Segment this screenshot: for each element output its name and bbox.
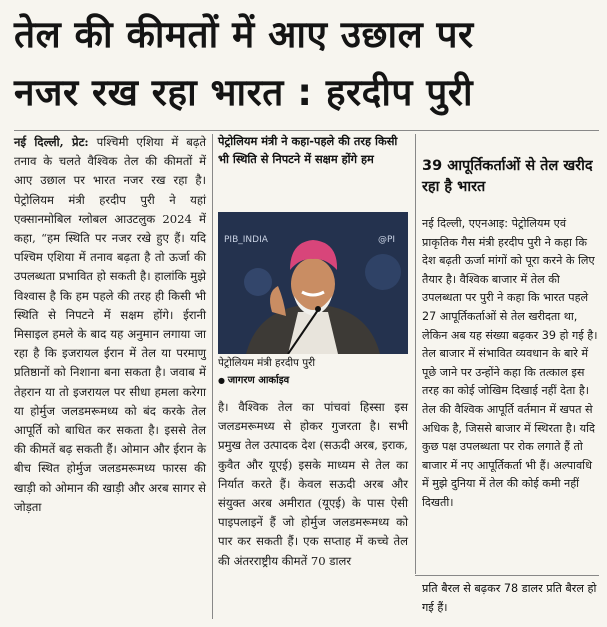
- headline-line-2: नजर रख रहा भारत : हरदीप पुरी: [14, 71, 474, 114]
- photo-credit: ● जागरण आर्काइव: [218, 372, 289, 386]
- side-story-dateline: नई दिल्ली, एएनआइ:: [422, 217, 509, 230]
- headline-line-1: तेल की कीमतों में आए उछाल पर: [14, 13, 474, 56]
- main-story-tail: प्रति बैरल से बढ़कर 78 डालर प्रति बैरल हो गई हैं।: [422, 582, 597, 614]
- headline: [14, 6, 599, 122]
- main-story-column-2: है। वैश्विक तेल का पांचवां हिस्सा इस जलडमरूमध्य से होकर गुजरता है। सभी प्रमुख तेल उत्पादक देश (सऊदी अरब, इराक, कुवैत और यूएई) इसके माध्यम से तेल का निर्यात करते हैं। केवल सऊदी अरब और संयुक्त अरब अमीरात (यूएई) के पास ऐसी पाइपलाइनें हैं जो होर्मुज जलडमरूमध्य को पार कर सकती हैं। एक सप्ताह में कच्चे तेल की अंतरराष्ट्रीय कीमतें 70 डालर: [218, 400, 408, 568]
- portrait-illustration: [218, 212, 408, 354]
- main-story-dateline: नई दिल्ली, प्रेट:: [14, 135, 89, 149]
- photo-caption: पेट्रोलियम मंत्री हरदीप पुरी: [218, 357, 316, 369]
- column-divider-1: [212, 134, 213, 619]
- side-story-body: [422, 215, 598, 513]
- side-story-text: पेट्रोलियम एवं प्राकृतिक गैस मंत्री हरदीप पुरी ने कहा कि देश बढ़ती ऊर्जा मांगों को पूरा करने के लिए तैयार है। वैश्विक बाजार में तेल की उपलब्धता पर पुरी ने कहा कि भारत पहले 27 आपूर्तिकर्ताओं से तेल खरीदता था, लेकिन अब यह संख्या बढ़कर 39 हो गई है। तेल बाजार में संभावित व्यवधान के बारे में पूछे जाने पर उन्होंने कहा कि तत्काल इस तरह का कोई जोखिम दिखाई नहीं देता है। तेल की वैश्विक आपूर्ति वर्तमान में खपत से अधिक है, जिससे बाजार में स्थिरता है। यदि कुछ पक्ष उपलब्धता पर रोक लगाते हैं तो बाजार में नए आपूर्तिकर्ता भी हैं। अल्पावधि में मुझे दुनिया में तेल की कोई कमी नहीं दिखती।: [422, 217, 598, 509]
- photo-hardeep-puri: [218, 212, 408, 354]
- side-story-headline: 39 आपूर्तिकर्ताओं से तेल खरीद रहा है भारत: [422, 158, 593, 195]
- headline-divider: [14, 130, 599, 131]
- main-story-column-1: [14, 133, 206, 517]
- pull-quote: पेट्रोलियम मंत्री ने कहा-पहले की तरह किसी भी स्थिति से निपटने में सक्षम होंगे हम: [218, 134, 398, 166]
- backdrop-text-2: @PI: [378, 235, 396, 245]
- side-story-bottom-rule: [415, 575, 599, 576]
- backdrop-text: PIB_INDIA: [224, 235, 268, 245]
- main-story-body: पश्चिमी एशिया में बढ़ते तनाव के चलते वैश्विक तेल की कीमतों में आए उछाल पर भारत नजर रख रहा है। पेट्रोलियम मंत्री हरदीप पुरी ने यहां एक्सानमोबिल ग्लोबल आउटलुक 2024 में कहा, “हम स्थिति पर नजर रखे हुए हैं। यदि पश्चिम एशिया में तनाव बढ़ता है तो ऊर्जा की उपलब्धता प्रभावित हो सकती है। हालांकि मुझे विश्वास है कि हम पहले की तरह ही किसी भी स्थिति से निपटने में सक्षम होंगे। ईरानी मिसाइल हमले के बाद यह अनुमान लगाया जा रहा है कि इजरायल ईरान में तेल या परमाणु प्रतिष्ठानों को निशाना बना सकता है। जवाब में तेहरान या तो इजरायल पर सीधा हमला करेगा या होर्मुज जलडमरूमध्य को बंद करके तेल आपूर्ति को बाधित कर सकता है। इससे तेल की कीमतें बढ़ सकती हैं। ओमान और ईरान के बीच स्थित होर्मुज जलडमरूमध्य फारस की खाड़ी को ओमान की खाड़ी और अरब सागर से जोड़ता: [14, 135, 206, 514]
- column-divider-2: [415, 134, 416, 574]
